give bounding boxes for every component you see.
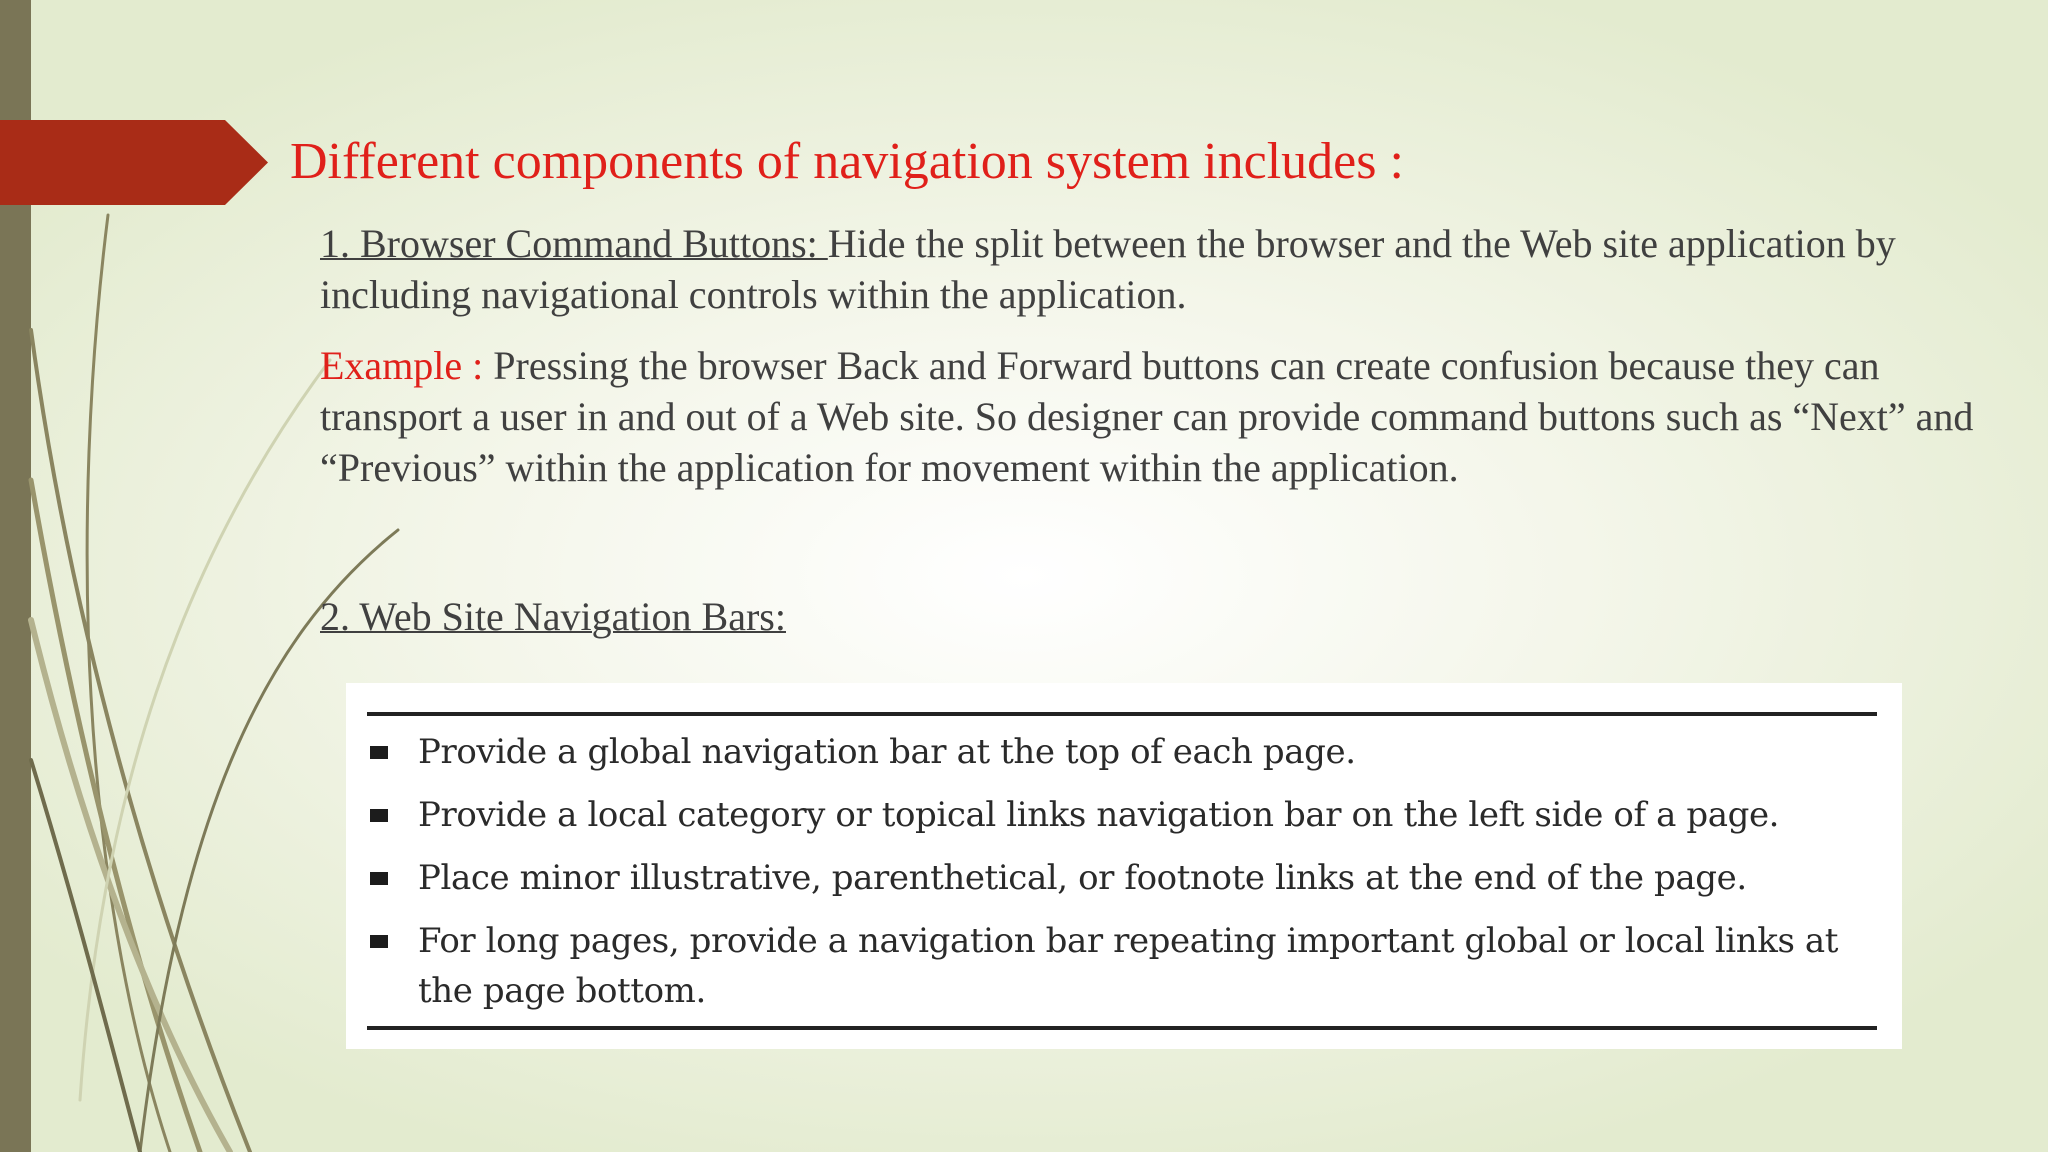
section1-heading: 1. Browser Command Buttons: [320, 221, 828, 266]
section1-text: Hide the split between the browser and the Web site application by including navigational controls within the application. [320, 221, 1896, 317]
list-item-text: Place minor illustrative, parenthetical, or footnote links at the end of the page. [418, 858, 1747, 898]
square-bullet-icon [370, 809, 388, 822]
slide-title: Different components of navigation system includes : [290, 133, 1404, 190]
list-item [367, 727, 1877, 777]
guidelines-box [346, 683, 1902, 1049]
square-bullet-icon [370, 872, 388, 885]
section2-paragraph [320, 591, 2010, 642]
example-label: Example : [320, 343, 494, 388]
list-item-text: Provide a global navigation bar at the top of each page. [418, 732, 1356, 772]
square-bullet-icon [370, 935, 388, 948]
slide-body [320, 218, 2010, 642]
guidelines-list [367, 727, 1877, 1029]
bottom-rule [367, 1026, 1877, 1030]
list-item [367, 853, 1877, 903]
top-rule [367, 712, 1877, 716]
list-item-text: For long pages, provide a navigation bar repeating important global or local links at the page bottom. [418, 921, 1839, 1011]
example-text: Pressing the browser Back and Forward buttons can create confusion because they can transport a user in and out of a Web site. So designer can provide command buttons such as “Next” and “Previous” within the application for movement within the application. [320, 343, 1974, 490]
example-paragraph [320, 340, 2010, 493]
section2-heading: 2. Web Site Navigation Bars: [320, 594, 786, 639]
title-arrow-shape [0, 120, 268, 205]
list-item-text: Provide a local category or topical links navigation bar on the left side of a page. [418, 795, 1780, 835]
list-item [367, 916, 1877, 1016]
section1-paragraph [320, 218, 2010, 320]
list-item [367, 790, 1877, 840]
square-bullet-icon [370, 746, 388, 759]
